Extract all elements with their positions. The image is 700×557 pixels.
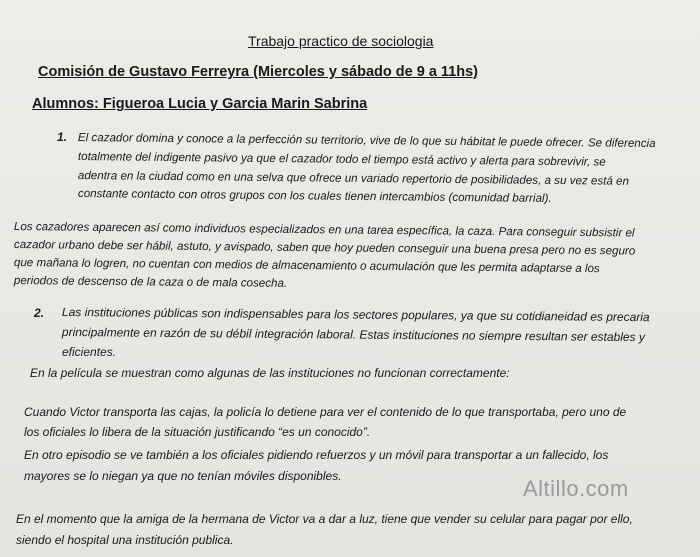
document-title: Trabajo practico de sociologia bbox=[248, 33, 434, 49]
item2-line: principalmente en razón de su débil integración laboral. Estas instituciones no siempre resultan ser estables y bbox=[61, 325, 645, 345]
cazadores-line: cazador urbano debe ser hábil, astuto, y avispado, saben que hoy pueden conseguir una buena presa pero no es seguro bbox=[13, 238, 636, 258]
cazadores-line: periodos de descenso de la caza o de mala cosecha. bbox=[13, 274, 288, 290]
hospital-line: siendo el hospital una institución publica. bbox=[16, 533, 234, 547]
cazadores-line: Los cazadores aparecen así como individuos especializados en una tarea específica, la caza. Para conseguir subsistir el bbox=[13, 220, 635, 240]
victor-line: Cuando Victor transporta las cajas, la policía lo detiene para ver el contenido de lo que transportaba, pero uno de bbox=[24, 405, 627, 419]
hospital-line: En el momento que la amiga de la hermana de Victor va a dar a luz, tiene que vender su celular para pagar por ello, bbox=[16, 512, 633, 526]
item2-line: eficientes. bbox=[62, 345, 117, 359]
altillo-watermark: Altillo.com bbox=[523, 476, 629, 501]
item2-number: 2. bbox=[34, 306, 45, 320]
cazadores-line: que mañana lo logren, no cuentan con medios de almacenamiento o acumulación que les permita adaptarse a los bbox=[13, 256, 600, 276]
item1-line: constante contacto con otros grupos con los cuales tienen intercambios (comunidad barrial). bbox=[77, 187, 552, 205]
item1-number: 1. bbox=[57, 130, 68, 144]
item1-line: totalmente del indigente pasivo ya que el cazador todo el tiempo está activo y alerta para sobrevivir, se bbox=[77, 150, 606, 169]
pelicula-line: En la película se muestran como algunas de las instituciones no funcionan correctamente: bbox=[30, 366, 510, 380]
victor-line: los oficiales lo libera de la situación justificando “es un conocido”. bbox=[24, 425, 371, 439]
item2-line: Las instituciones públicas son indispensables para los sectores populares, ya que su cotidianeidad es precaria bbox=[61, 305, 650, 325]
episodio-line: mayores se lo niegan ya que no tenían móviles disponibles. bbox=[24, 469, 342, 483]
item1-line: El cazador domina y conoce a la perfección su territorio, vive de lo que su hábitat le puede ofrecer. Se diferencia bbox=[77, 131, 656, 151]
item1-line: adentra en la ciudad como en una selva que ofrece un variado repertorio de posibilidades, a su vez está en bbox=[77, 169, 630, 188]
episodio-line: En otro episodio se ve también a los oficiales pidiendo refuerzos y un móvil para transportar a un fallecido, los bbox=[24, 448, 609, 462]
comision-line: Comisión de Gustavo Ferreyra (Miercoles y sábado de 9 a 11hs) bbox=[38, 64, 478, 80]
alumnos-line: Alumnos: Figueroa Lucia y Garcia Marin Sabrina bbox=[32, 96, 368, 112]
